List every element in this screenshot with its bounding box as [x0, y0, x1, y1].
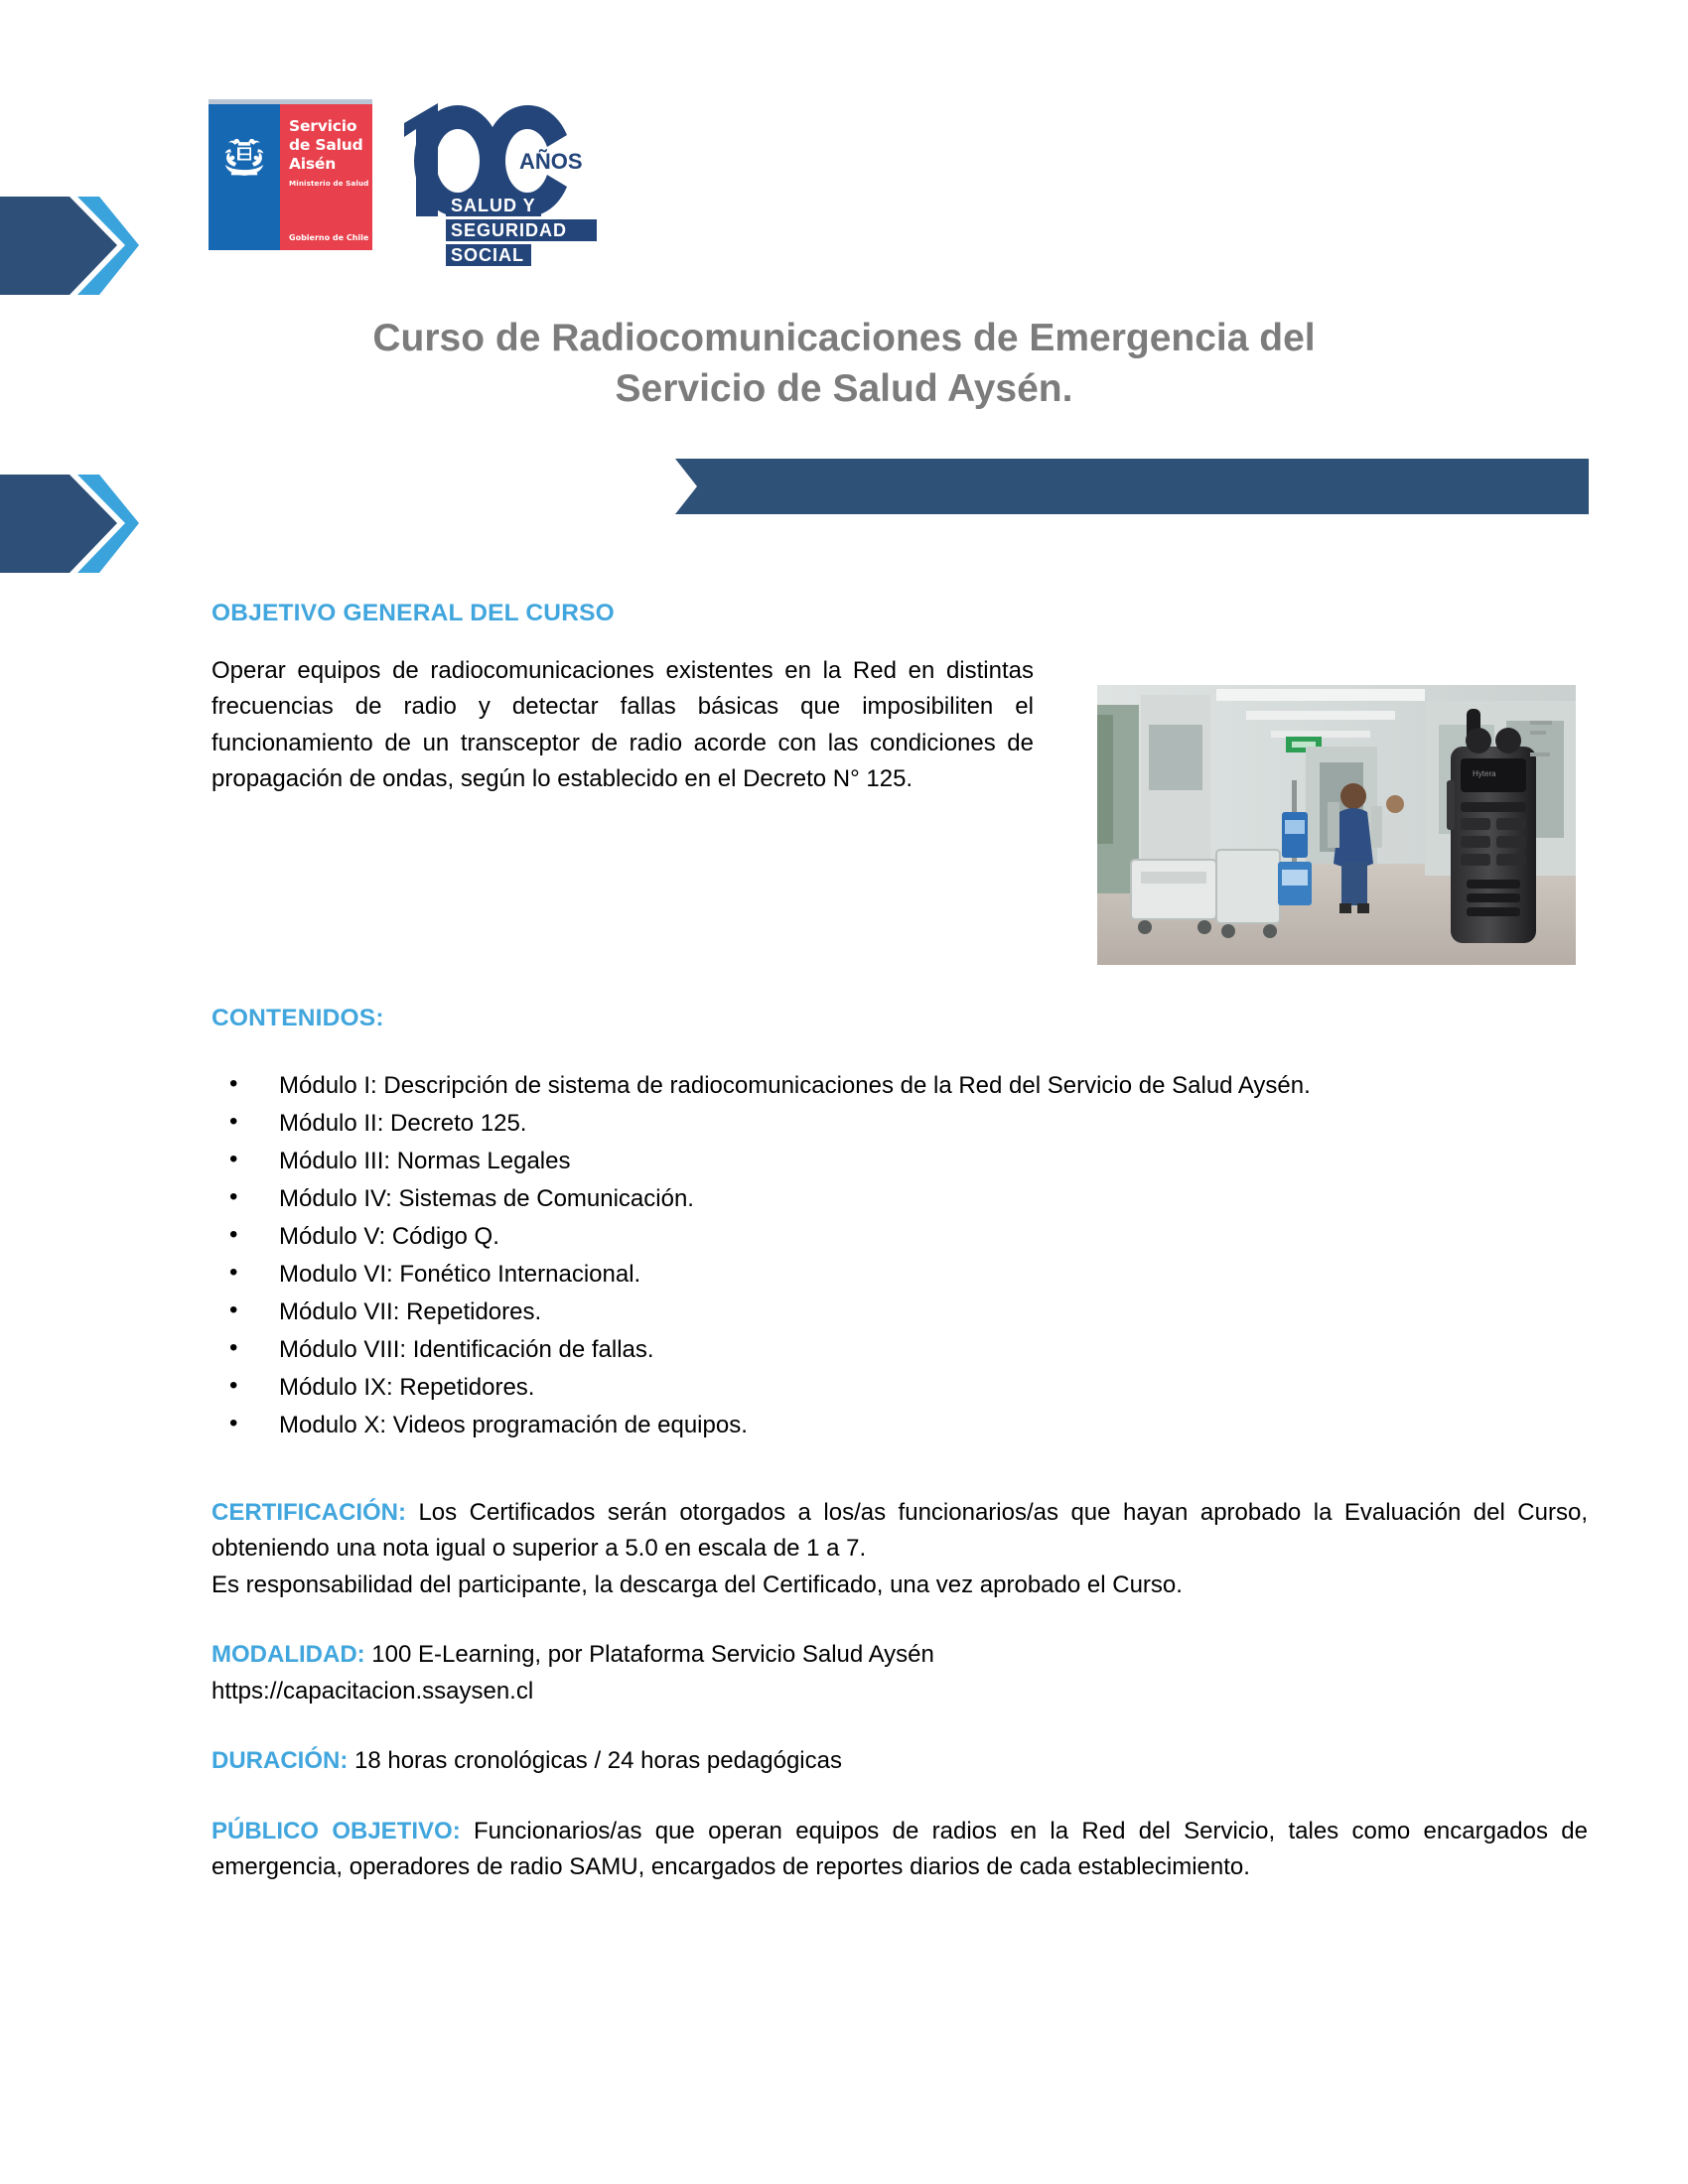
publico-objetivo-paragraph [211, 1814, 1588, 1886]
document-content [211, 600, 1588, 1886]
svg-text:SOCIAL: SOCIAL [451, 245, 525, 265]
certificacion-paragraph [211, 1495, 1588, 1568]
list-item: • Módulo V: Código Q. [211, 1219, 1588, 1255]
list-item: • Módulo IX: Repetidores. [211, 1370, 1588, 1406]
modalidad-label: MODALIDAD: [211, 1641, 365, 1669]
list-item: • Módulo I: Descripción de sistema de radiocomunicaciones de la Red del Servicio de Salud Aysén. [211, 1068, 1588, 1104]
list-item: • Modulo X: Videos programación de equipos. [211, 1408, 1588, 1443]
list-item: • Módulo IV: Sistemas de Comunicación. [211, 1181, 1588, 1217]
decorative-chevron-bottom [0, 467, 139, 581]
page-title [288, 314, 1400, 414]
certificacion-body: Los Certificados serán otorgados a los/as funcionarios/as que hayan aprobado la Evaluación del Curso, obteniendo una nota igual o superior a 5.0 en escala de 1 a 7. [211, 1499, 1588, 1563]
logo-ministry-label: Ministerio de Salud [289, 179, 369, 189]
escudo-de-chile-icon [209, 104, 280, 224]
list-item: • Módulo VIII: Identificación de fallas. [211, 1332, 1588, 1368]
list-item: • Módulo VII: Repetidores. [211, 1295, 1588, 1330]
hospital-corridor-and-handheld-radio-photo [1097, 685, 1576, 965]
duracion-body: 18 horas cronológicas / 24 horas pedagógicas [348, 1747, 842, 1775]
objetivo-heading: OBJETIVO GENERAL DEL CURSO [211, 600, 615, 626]
100-anos-salud-y-seguridad-social-logo [398, 99, 597, 265]
title-banner [675, 459, 1589, 514]
logo-line-3: Aisén [289, 155, 337, 174]
contenidos-heading: CONTENIDOS: [211, 1005, 384, 1031]
publico-objetivo-label: PÚBLICO OBJETIVO: [211, 1817, 461, 1844]
svg-text:SEGURIDAD: SEGURIDAD [451, 220, 568, 240]
decorative-chevron-top [0, 189, 139, 303]
page-title-line-1: Curso de Radiocomunicaciones de Emergencia del [372, 317, 1316, 359]
certificacion-label: CERTIFICACIÓN: [211, 1499, 406, 1526]
logo-government-label-wrap [280, 224, 372, 250]
svg-text:AÑOS: AÑOS [519, 149, 583, 174]
modalidad-body: 100 E-Learning, por Plataforma Servicio Salud Aysén [364, 1641, 934, 1669]
certificacion-paragraph-2: Es responsabilidad del participante, la descarga del Certificado, una vez aprobado el Curso. [211, 1570, 1183, 1598]
modalidad-paragraph [211, 1637, 1588, 1673]
logo-row [209, 99, 597, 265]
svg-text:Hytera: Hytera [1473, 769, 1496, 778]
svg-text:SALUD Y: SALUD Y [451, 196, 536, 215]
publico-objetivo-body: Funcionarios/as que operan equipos de radios en la Red del Servicio, tales como encargados de emergencia, operadores de radio SAMU, encargados de reportes diarios de cada establecimiento. [211, 1817, 1588, 1881]
servicio-de-salud-aisen-logo [209, 99, 372, 250]
objetivo-body: Operar equipos de radiocomunicaciones existentes en la Red en distintas frecuencias de radio y detectar fallas básicas que imposibiliten el funcionamiento de un transceptor de radio acorde con las condiciones de propagación de ondas, según lo establecido en el Decreto N° 125. [211, 657, 1034, 793]
logo-government-label: Gobierno de Chile [289, 232, 369, 242]
modalidad-url[interactable]: https://capacitacion.ssaysen.cl [211, 1677, 534, 1705]
list-item: • Módulo III: Normas Legales [211, 1144, 1588, 1179]
duracion-paragraph [211, 1743, 1588, 1779]
list-item: • Modulo VI: Fonético Internacional. [211, 1257, 1588, 1293]
logo-line-2: de Salud [289, 136, 363, 155]
modules-list [211, 1068, 1588, 1443]
logo-bottom-blue [209, 224, 280, 250]
objetivo-block [211, 653, 1588, 941]
logo-line-1: Servicio [289, 117, 357, 135]
list-item: • Módulo II: Decreto 125. [211, 1106, 1588, 1142]
page-title-line-2: Servicio de Salud Aysén. [615, 366, 1073, 410]
duracion-label: DURACIÓN: [211, 1747, 349, 1775]
logo-wordmark [280, 104, 372, 224]
